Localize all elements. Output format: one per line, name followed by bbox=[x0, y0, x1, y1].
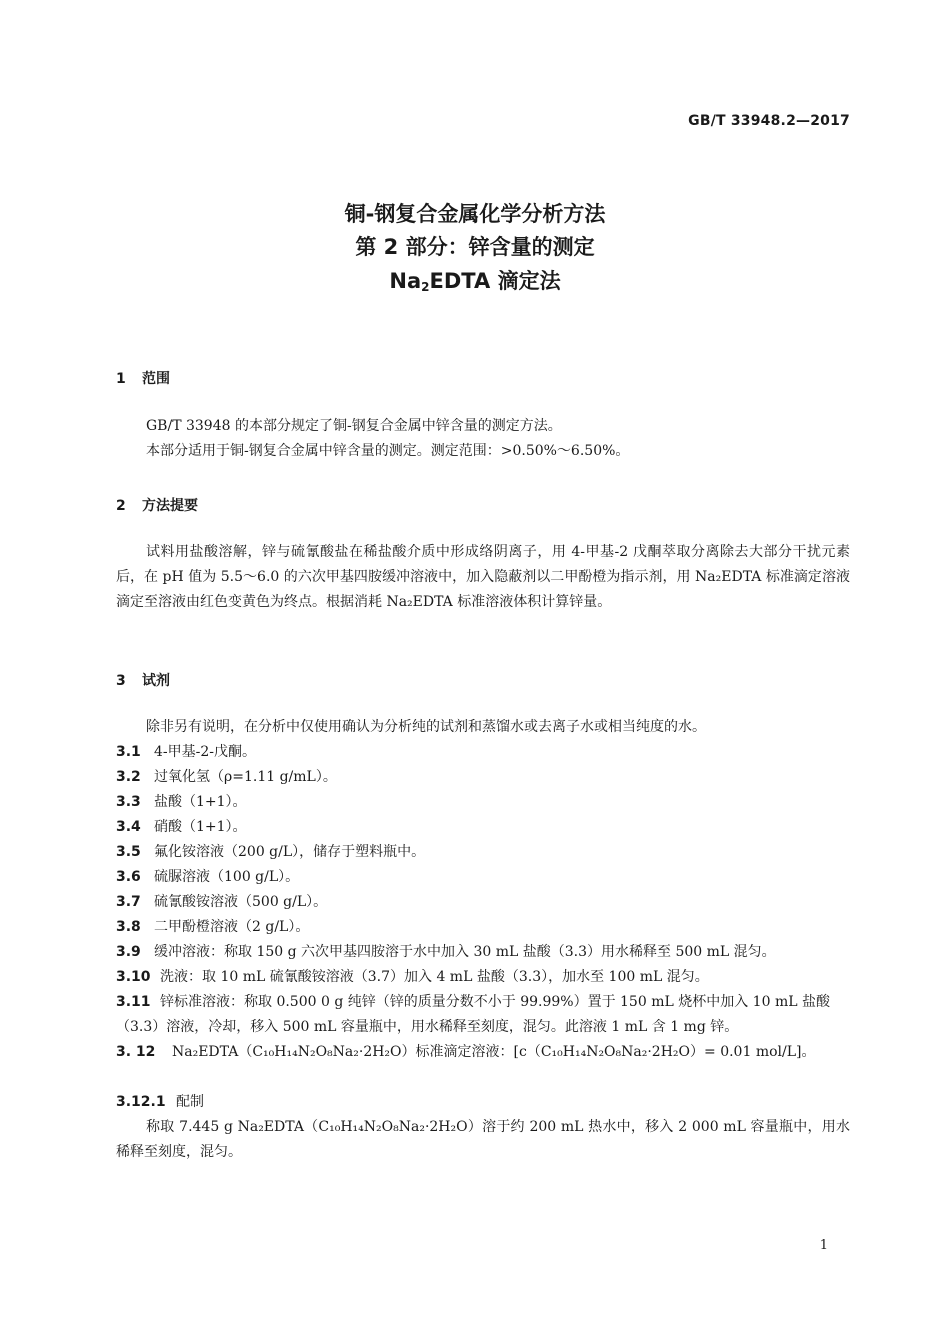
section-1-paragraph-2: 本部分适用于铜-钢复合金属中锌含量的测定。测定范围：>0.50%～6.50%。 bbox=[146, 443, 630, 459]
section-1-heading bbox=[116, 368, 170, 388]
item-text: 硫氰酸铵溶液（500 g/L）。 bbox=[154, 894, 328, 910]
reagent-item bbox=[116, 815, 850, 840]
item-text: Na₂EDTA（C₁₀H₁₄N₂O₈Na₂·2H₂O）标准滴定溶液：[c（C₁₀H₁₄N₂O₈Na₂·2H₂O）= 0.01 mol/L]。 bbox=[172, 1044, 816, 1060]
item-number: 3.7 bbox=[116, 894, 141, 910]
page-number: 1 bbox=[819, 1238, 828, 1253]
reagent-item bbox=[116, 765, 850, 790]
item-text: 硫脲溶液（100 g/L）。 bbox=[154, 869, 300, 885]
title-rest: EDTA 滴定法 bbox=[429, 269, 561, 293]
standard-code: GB/T 33948.2—2017 bbox=[688, 113, 850, 129]
section-2-heading bbox=[116, 495, 198, 515]
reagent-item bbox=[116, 740, 850, 765]
item-number: 3.4 bbox=[116, 819, 141, 835]
title-line-1: 铜-钢复合金属化学分析方法 bbox=[344, 202, 606, 226]
item-text: 缓冲溶液：称取 150 g 六次甲基四胺溶于水中加入 30 mL 盐酸（3.3）用水稀释至 500 mL 混匀。 bbox=[154, 944, 776, 960]
item-number: 3.8 bbox=[116, 919, 141, 935]
section-title: 试剂 bbox=[142, 673, 170, 689]
item-text: 4-甲基-2-戊酮。 bbox=[154, 744, 257, 760]
title-na: Na bbox=[389, 269, 422, 293]
item-text: 锌标准溶液：称取 0.500 0 g 纯锌（锌的质量分数不小于 99.99%）置于 150 mL 烧杯中加入 10 mL 盐酸（3.3）溶液，冷却，移入 500 mL 容量瓶中，用水稀释至刻度，混匀。此溶液 1 mL 含 1 mg 锌。 bbox=[116, 994, 830, 1035]
reagent-item bbox=[116, 1040, 850, 1065]
item-number: 3.10 bbox=[116, 969, 151, 985]
item-number: 3.5 bbox=[116, 844, 141, 860]
item-text: 洗液：取 10 mL 硫氰酸铵溶液（3.7）加入 4 mL 盐酸（3.3），加水至 100 mL 混匀。 bbox=[160, 969, 709, 985]
item-number: 3.2 bbox=[116, 769, 141, 785]
preparation-paragraph: 称取 7.445 g Na₂EDTA（C₁₀H₁₄N₂O₈Na₂·2H₂O）溶于约 200 mL 热水中，移入 2 000 mL 容量瓶中，用水稀释至刻度，混匀。 bbox=[116, 1119, 850, 1160]
section-number: 1 bbox=[116, 371, 126, 387]
section-title: 方法提要 bbox=[142, 498, 198, 514]
reagent-item bbox=[116, 940, 850, 965]
item-text: 过氧化氢（ρ=1.11 g/mL）。 bbox=[154, 769, 337, 785]
item-number: 3.11 bbox=[116, 994, 151, 1010]
item-number: 3.12.1 bbox=[116, 1094, 166, 1110]
section-title: 范围 bbox=[142, 371, 170, 387]
title-line-3 bbox=[0, 265, 950, 295]
reagent-item bbox=[116, 890, 850, 915]
section-number: 3 bbox=[116, 673, 126, 689]
reagent-item bbox=[116, 915, 850, 940]
item-text: 配制 bbox=[176, 1094, 204, 1110]
title-line-2: 第 2 部分：锌含量的测定 bbox=[355, 235, 595, 259]
item-text: 盐酸（1+1）。 bbox=[154, 794, 247, 810]
section-3-heading bbox=[116, 670, 170, 690]
item-text: 二甲酚橙溶液（2 g/L）。 bbox=[154, 919, 310, 935]
title-subscript: 2 bbox=[421, 280, 430, 294]
reagent-item bbox=[116, 790, 850, 815]
reagent-subitem bbox=[116, 1090, 850, 1115]
section-3-intro: 除非另有说明，在分析中仅使用确认为分析纯的试剂和蒸馏水或去离子水或相当纯度的水。 bbox=[146, 719, 706, 735]
item-number: 3.3 bbox=[116, 794, 141, 810]
reagent-item bbox=[116, 990, 850, 1040]
reagent-item bbox=[116, 840, 850, 865]
section-number: 2 bbox=[116, 498, 126, 514]
item-number: 3.1 bbox=[116, 744, 141, 760]
item-number: 3.9 bbox=[116, 944, 141, 960]
item-number: 3.6 bbox=[116, 869, 141, 885]
reagent-item bbox=[116, 865, 850, 890]
item-text: 硝酸（1+1）。 bbox=[154, 819, 247, 835]
item-text: 氟化铵溶液（200 g/L），储存于塑料瓶中。 bbox=[154, 844, 426, 860]
section-2-paragraph-1: 试料用盐酸溶解，锌与硫氰酸盐在稀盐酸介质中形成络阴离子，用 4-甲基-2 戊酮萃取分离除去大部分干扰元素后，在 pH 值为 5.5～6.0 的六次甲基四胺缓冲溶液中，加入隐蔽剂以二甲酚橙为指示剂，用 Na₂EDTA 标准滴定溶液滴定至溶液由红色变黄色为终点。根据消耗 Na₂EDTA 标准溶液体积计算锌量。 bbox=[116, 544, 850, 610]
reagent-item bbox=[116, 965, 850, 990]
section-1-paragraph-1: GB/T 33948 的本部分规定了铜-钢复合金属中锌含量的测定方法。 bbox=[146, 418, 562, 434]
item-number: 3. 12 bbox=[116, 1044, 156, 1060]
